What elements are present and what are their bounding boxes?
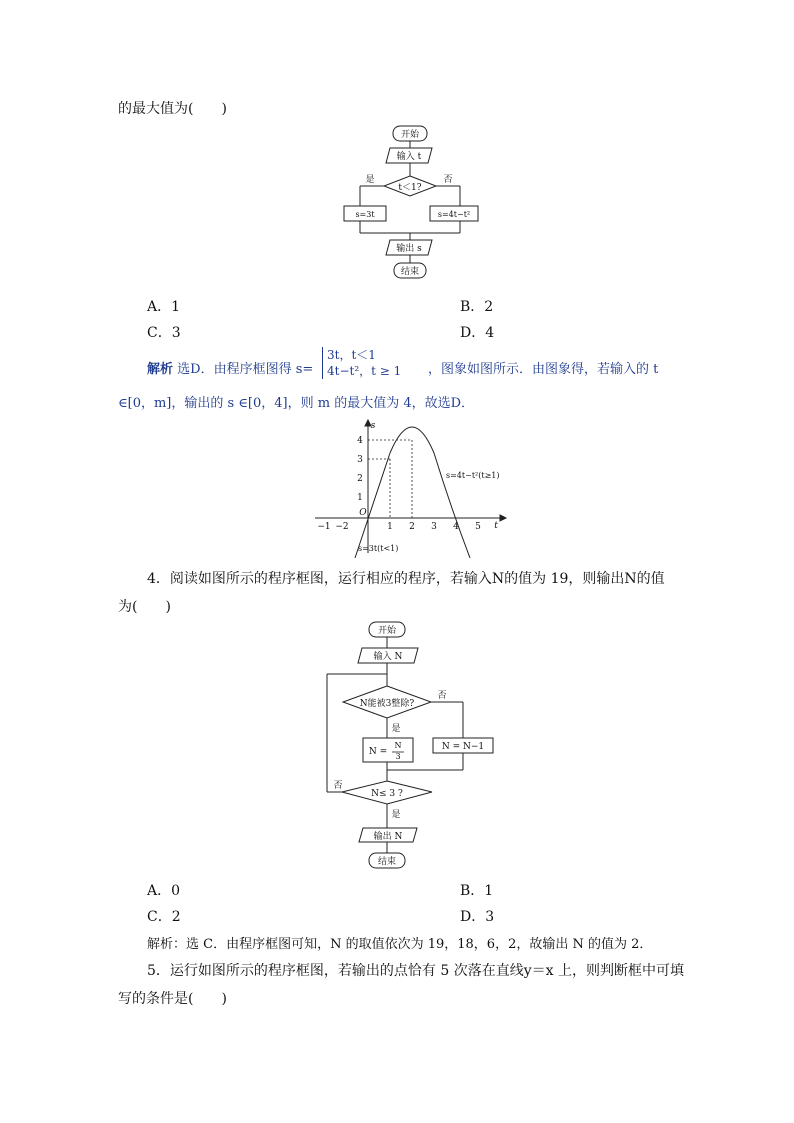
q3-solution-text-a: 选D．由程序框图得 s= [177, 362, 314, 377]
graph-ytick-2: 2 [357, 474, 363, 484]
q3-option-d: D．4 [460, 325, 495, 341]
graph-xtick-4: 4 [453, 522, 459, 532]
q3-solution-prefix: 解析 [147, 362, 174, 377]
q3-flow-end: 结束 [400, 267, 420, 277]
q3-solution-text-b: ，图象如图所示．由图象得，若输入的 t [428, 362, 659, 377]
graph-label-bottom: s=3t(t<1) [358, 544, 399, 553]
graph-xtick-2: 2 [409, 522, 415, 532]
graph-xtick-m2: −2 [335, 522, 349, 532]
q3-flow-left: s=3t [355, 210, 375, 219]
q4-flow-input: 输入 N [373, 652, 403, 662]
q3-graph-parabola [390, 427, 470, 558]
graph-ytick-3: 3 [357, 455, 363, 465]
q4-flow-box-left-lhs: N = [368, 747, 388, 757]
q3-piecewise-case1: 3t，t＜1 [327, 348, 376, 362]
q4-option-a: A．0 [147, 883, 181, 899]
graph-xtick-3: 3 [431, 522, 437, 532]
q4-flow-box-left-num: N [394, 741, 402, 750]
q3-solution-line1 [147, 358, 313, 377]
q3-flowchart [330, 118, 490, 288]
q4-option-c: C．2 [147, 909, 181, 925]
q3-flow-yes: 是 [365, 175, 375, 185]
q4-option-d: D．3 [460, 909, 495, 925]
q3-flow-no: 否 [443, 175, 453, 185]
q5-stem-line1: 5．运行如图所示的程序框图，若输出的点恰有 5 次落在直线y＝x 上，则判断框中可填 [147, 963, 684, 979]
q3-piecewise-case2: 4t−t²，t ≥ 1 [327, 364, 402, 378]
q3-stem: 的最大值为( ) [118, 101, 227, 117]
q3-flow-output: 输出 s [396, 244, 422, 254]
q3-flow-cond: t＜1? [398, 183, 422, 193]
q4-stem-line2: 为( ) [118, 599, 171, 615]
graph-origin: O [359, 508, 367, 518]
q3-option-a: A．1 [147, 299, 181, 315]
q4-option-b: B．1 [460, 883, 494, 899]
q4-flowchart [318, 616, 508, 876]
q3-flow-input: 输入 t [396, 152, 422, 162]
graph-ytick-1: 1 [357, 493, 363, 503]
q4-flow-no1: 否 [437, 691, 447, 701]
q4-flow-no2: 否 [333, 781, 343, 791]
q4-flow-yes1: 是 [391, 724, 401, 734]
graph-s-label: s [370, 421, 376, 431]
q4-stem-line1: 4．阅读如图所示的程序框图，运行相应的程序，若输入N的值为 19，则输出N的值 [147, 571, 665, 587]
q3-option-c: C．3 [147, 325, 181, 341]
graph-label-right: s=4t−t²(t≥1) [446, 471, 500, 480]
q4-flow-box-left-den: 3 [395, 752, 401, 761]
q4-flow-cond2: N≤ 3 ? [371, 789, 403, 799]
q3-graph [310, 418, 510, 558]
q3-flow-start: 开始 [400, 130, 420, 140]
q3-flow-right: s=4t−t² [437, 210, 471, 219]
q4-flow-yes2: 是 [391, 810, 401, 820]
graph-xtick-1: 1 [387, 522, 393, 532]
q3-piecewise [322, 347, 401, 379]
q5-stem-line2: 写的条件是( ) [118, 991, 227, 1007]
graph-ytick-4: 4 [357, 436, 363, 446]
q4-solution: 解析：选 C．由程序框图可知，N 的取值依次为 19，18，6，2，故输出 N 的值为 2． [147, 937, 653, 952]
q3-solution-line2: ∈[0，m]，输出的 s ∈[0，4]，则 m 的最大值为 4，故选D． [118, 396, 475, 411]
graph-t-label: t [494, 521, 498, 531]
q4-flow-output: 输出 N [373, 832, 403, 842]
q3-option-b: B．2 [460, 299, 494, 315]
q4-flow-cond1: N能被3整除? [359, 699, 415, 709]
q3-graph-line-3t [355, 453, 390, 558]
q4-flow-end: 结束 [377, 857, 397, 867]
q4-flow-start: 开始 [377, 626, 397, 636]
q4-flow-box-right: N = N−1 [441, 742, 485, 752]
graph-xtick-5: 5 [475, 522, 481, 532]
graph-xtick-m1: −1 [317, 522, 331, 532]
